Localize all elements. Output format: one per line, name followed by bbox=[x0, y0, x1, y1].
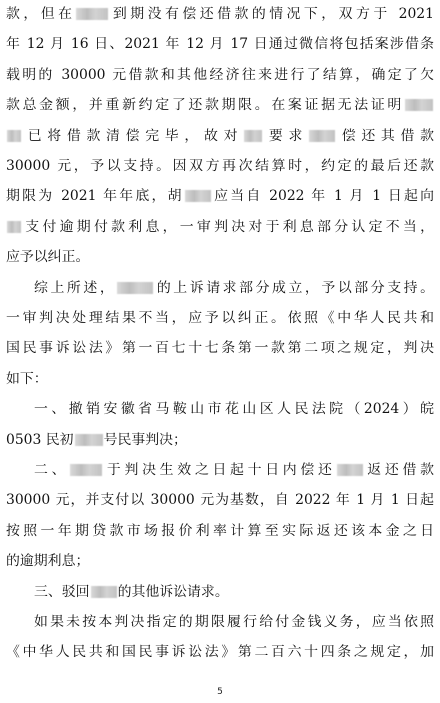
text-segment: 要求 bbox=[263, 127, 309, 144]
text-line bbox=[6, 244, 434, 271]
text-line bbox=[6, 62, 434, 89]
text-line bbox=[6, 123, 434, 150]
text-segment: 应予以纠正。 bbox=[6, 249, 90, 266]
text-segment: 《中华人民共和国民事诉讼法》第二百六十四条之规定，加 bbox=[6, 644, 434, 661]
text-line bbox=[6, 427, 434, 454]
text-line bbox=[6, 183, 434, 210]
text-line bbox=[6, 518, 434, 545]
page-number: 5 bbox=[217, 687, 223, 697]
redacted-name-block bbox=[75, 434, 103, 446]
text-line bbox=[6, 366, 434, 393]
redacted-name-block bbox=[117, 282, 153, 294]
redacted-name-block bbox=[244, 130, 262, 142]
redacted-name-block bbox=[70, 464, 102, 476]
text-line bbox=[6, 396, 434, 423]
text-segment: 应当自 2022 年 1 月 1 日起向 bbox=[211, 188, 434, 205]
text-line bbox=[6, 214, 434, 241]
text-segment: 款总金额，并重新约定了还款期限。在案证据无法证明 bbox=[6, 97, 404, 114]
text-segment: 的逾期利息； bbox=[6, 553, 90, 570]
text-segment: 三、驳回 bbox=[34, 583, 90, 600]
text-line bbox=[6, 305, 434, 332]
text-segment: 返还借款 bbox=[363, 462, 434, 478]
text-segment: 如下： bbox=[6, 370, 48, 387]
text-line bbox=[6, 639, 434, 666]
text-segment: 一、撤销安徽省马鞍山市花山区人民法院（2024）皖 bbox=[34, 401, 434, 418]
redacted-name-block bbox=[7, 130, 21, 142]
text-segment: 综上所述， bbox=[34, 279, 117, 296]
text-line bbox=[6, 153, 434, 180]
text-line bbox=[6, 31, 434, 58]
redacted-name-block bbox=[405, 99, 433, 111]
redacted-name-block bbox=[76, 8, 108, 20]
text-line bbox=[6, 609, 434, 636]
text-segment: 0503 民初 bbox=[6, 431, 74, 448]
redacted-name-block bbox=[7, 221, 21, 233]
text-line bbox=[6, 487, 434, 514]
text-segment: 偿还其借款 bbox=[336, 127, 434, 144]
text-line bbox=[6, 548, 434, 575]
text-segment: 载明的 30000 元借款和其他经济往来进行了结算，确定了欠 bbox=[6, 66, 434, 83]
text-line bbox=[6, 92, 434, 119]
text-segment: 期限为 2021 年年底，胡 bbox=[6, 188, 184, 205]
text-segment: 二、 bbox=[34, 462, 70, 478]
text-line bbox=[6, 335, 434, 362]
text-line bbox=[6, 579, 434, 606]
text-segment: 款，但在 bbox=[6, 6, 76, 22]
text-line bbox=[6, 275, 434, 302]
text-segment: 于判决生效之日起十日内偿还 bbox=[103, 462, 336, 478]
text-segment: 的其他诉讼请求。 bbox=[117, 583, 229, 600]
text-segment: 一审判决处理结果不当，应予以纠正。依照《中华人民共和 bbox=[6, 310, 434, 326]
text-segment: 如果未按本判决指定的期限履行给付金钱义务，应当依照 bbox=[34, 614, 434, 630]
text-segment: 号民事判决； bbox=[103, 431, 187, 448]
text-segment: 支付逾期付款利息，一审判决对于利息部分认定不当， bbox=[22, 218, 434, 235]
text-segment: 到期没有偿还借款的情况下，双方于 2021 bbox=[109, 6, 434, 22]
text-segment: 国民事诉讼法》第一百七十七条第一款第二项之规定，判决 bbox=[6, 340, 434, 357]
text-segment: 30000 元，予以支持。因双方再次结算时，约定的最后还款 bbox=[6, 158, 434, 174]
text-line bbox=[6, 457, 434, 484]
text-segment: 30000 元，并支付以 30000 元为基数，自 2022 年 1 月 1 日起 bbox=[6, 492, 434, 509]
redacted-name-block bbox=[185, 190, 211, 202]
text-segment: 年 12 月 16 日、2021 年 12 月 17 日通过微信将包括案涉借条 bbox=[6, 36, 434, 53]
redacted-name-block bbox=[91, 586, 117, 598]
text-segment: 的上诉请求部分成立，予以部分支持。 bbox=[154, 279, 434, 296]
text-segment: 按照一年期贷款市场报价利率计算至实际返还该本金之日 bbox=[6, 522, 434, 539]
redacted-name-block bbox=[337, 464, 363, 476]
text-line bbox=[6, 1, 434, 28]
redacted-name-block bbox=[309, 130, 335, 142]
text-segment: 已将借款清偿完毕，故对 bbox=[22, 127, 244, 144]
